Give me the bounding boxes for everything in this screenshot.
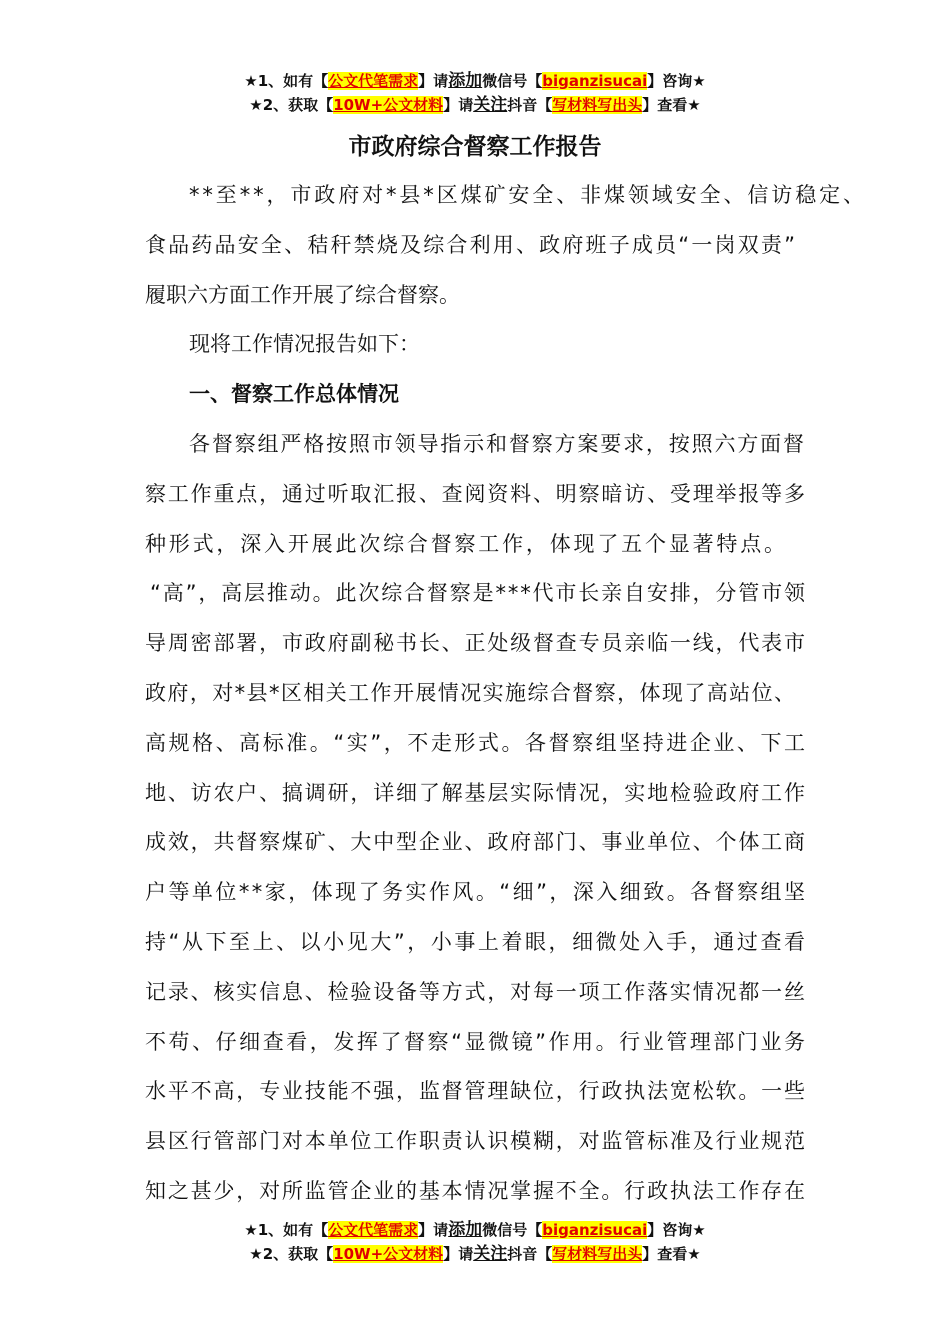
paragraph-line: 记录、核实信息、检验设备等方式，对每一项工作落实情况都一丝 bbox=[145, 979, 807, 1004]
promo-banner-bottom-1 bbox=[0, 1218, 950, 1242]
wechat-id: biganzisucai bbox=[542, 72, 648, 90]
highlight: 公文代笔需求 bbox=[328, 72, 419, 90]
paragraph-line: 政府，对*县*区相关工作开展情况实施综合督察，体现了高站位、 bbox=[145, 681, 797, 705]
highlight: 10W+公文材料 bbox=[333, 96, 444, 114]
text: ★1、如有【 bbox=[244, 72, 329, 90]
paragraph-line: 成效，共督察煤矿、大中型企业、政府部门、事业单位、个体工商 bbox=[145, 830, 807, 855]
section-heading: 一、督察工作总体情况 bbox=[189, 382, 399, 407]
text: ★2、获取【 bbox=[249, 1245, 334, 1263]
text: 】请 bbox=[443, 96, 474, 114]
text: 微信号【 bbox=[482, 72, 543, 90]
paragraph-line: 察工作重点，通过听取汇报、查阅资料、明察暗访、受理举报等多 bbox=[145, 481, 807, 506]
paragraph-line: **至**，市政府对*县*区煤矿安全、非煤领域安全、信访稳定、 bbox=[189, 183, 867, 207]
highlight: 公文代笔需求 bbox=[328, 1221, 419, 1239]
paragraph-line: 种形式，深入开展此次综合督察工作，体现了五个显著特点。 bbox=[145, 531, 788, 556]
text: ★2、获取【 bbox=[249, 96, 334, 114]
paragraph-line: 户等单位**家，体现了务实作风。“细”，深入细致。各督察组坚 bbox=[145, 880, 808, 905]
paragraph-line: 高规格、高标准。“实”，不走形式。各督察组坚持进企业、下工 bbox=[145, 730, 808, 755]
text: 微信号【 bbox=[482, 1221, 543, 1239]
paragraph-line: 持“从下至上、以小见大”，小事上着眼，细微处入手，通过查看 bbox=[145, 930, 808, 954]
paragraph-line: 食品药品安全、秸秆禁烧及综合利用、政府班子成员“一岗双责” bbox=[145, 232, 798, 257]
emphasis: 添加 bbox=[448, 71, 483, 91]
paragraph-line: 地、访农户、搞调研，详细了解基层实际情况，实地检验政府工作 bbox=[145, 780, 807, 805]
text: 】查看★ bbox=[642, 96, 701, 114]
paragraph-line: 水平不高，专业技能不强，监督管理缺位，行政执法宽松软。一些 bbox=[145, 1079, 807, 1104]
text: 抖音【 bbox=[507, 96, 553, 114]
emphasis: 关注 bbox=[473, 95, 508, 115]
text: 】查看★ bbox=[642, 1245, 701, 1263]
paragraph-line: 县区行管部门对本单位工作职责认识模糊，对监管标准及行业规范 bbox=[145, 1129, 807, 1154]
highlight: 10W+公文材料 bbox=[333, 1245, 444, 1263]
promo-banner-top-1 bbox=[0, 69, 950, 93]
emphasis: 关注 bbox=[473, 1244, 508, 1264]
text: 】咨询★ bbox=[647, 1221, 706, 1239]
paragraph-line: 导周密部署，市政府副秘书长、正处级督查专员亲临一线，代表市 bbox=[145, 631, 807, 656]
text: 】咨询★ bbox=[647, 72, 706, 90]
emphasis: 添加 bbox=[448, 1220, 483, 1240]
paragraph-line: 不苟、仔细查看，发挥了督察“显微镜”作用。行业管理部门业务 bbox=[145, 1029, 808, 1054]
paragraph-line: 知之甚少，对所监管企业的基本情况掌握不全。行政执法工作存在 bbox=[145, 1179, 807, 1203]
highlight: 写材料写出头 bbox=[552, 96, 643, 114]
document-title: 市政府综合督察工作报告 bbox=[348, 134, 602, 160]
text: 抖音【 bbox=[507, 1245, 553, 1263]
promo-banner-bottom-2 bbox=[0, 1242, 950, 1266]
text: ★1、如有【 bbox=[244, 1221, 329, 1239]
text: 】请 bbox=[443, 1245, 474, 1263]
paragraph-line: “高”，高层推动。此次综合督察是***代市长亲自安排，分管市领 bbox=[150, 581, 807, 606]
promo-banner-top-2 bbox=[0, 93, 950, 117]
paragraph-line: 各督察组严格按照市领导指示和督察方案要求，按照六方面督 bbox=[189, 432, 806, 456]
text: 】请 bbox=[418, 72, 449, 90]
text: 】请 bbox=[418, 1221, 449, 1239]
paragraph-line: 现将工作情况报告如下： bbox=[189, 332, 420, 357]
paragraph-line: 履职六方面工作开展了综合督察。 bbox=[145, 282, 460, 307]
wechat-id: biganzisucai bbox=[542, 1221, 648, 1239]
highlight: 写材料写出头 bbox=[552, 1245, 643, 1263]
